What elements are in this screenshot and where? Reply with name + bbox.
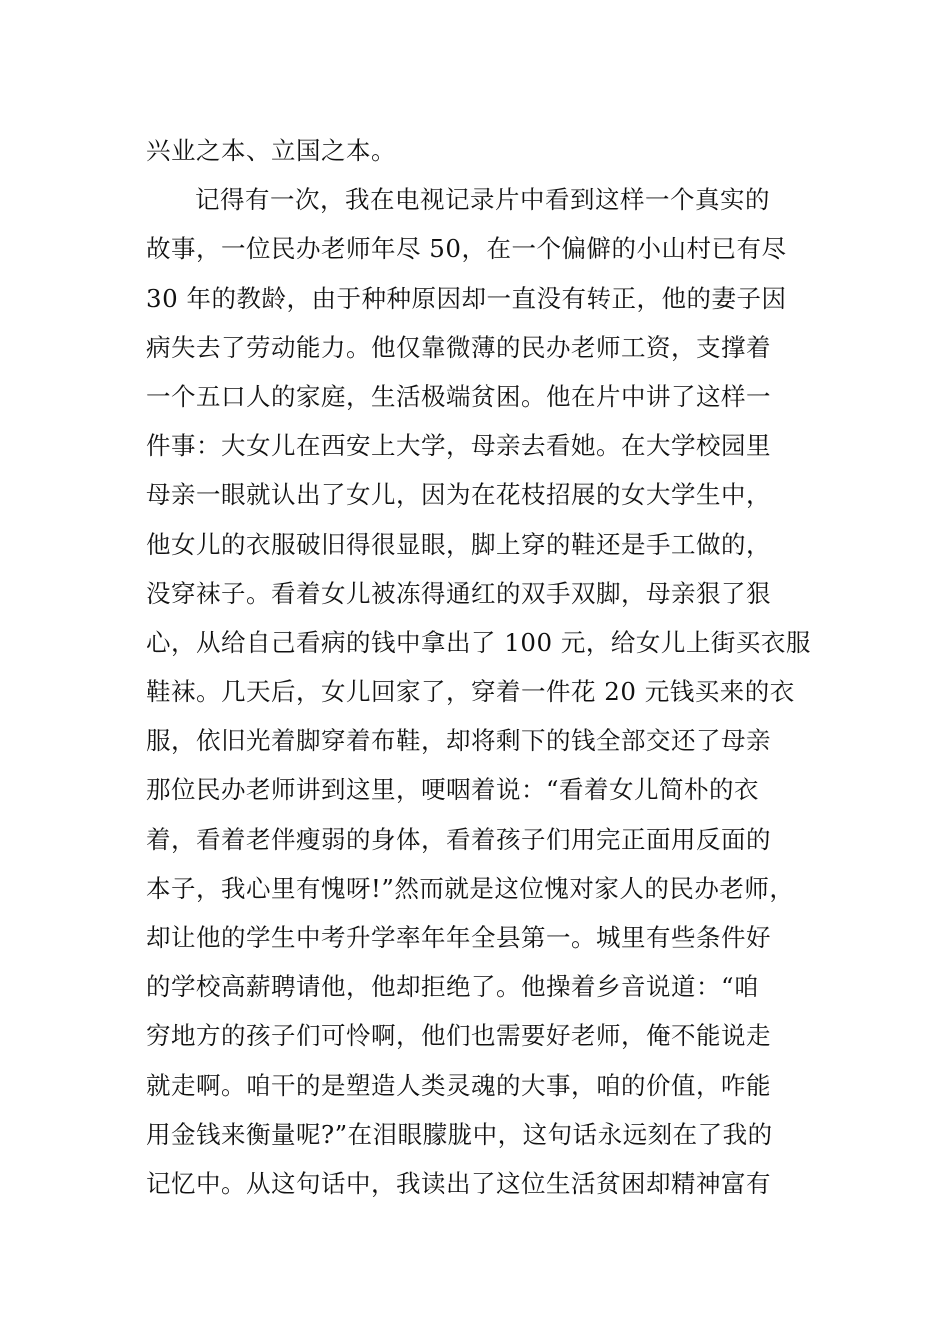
- text-line-7: 件事：大女儿在西安上大学，母亲去看她。在大学校园里: [146, 431, 771, 461]
- text-line-14: 那位民办老师讲到这里，哽咽着说：“看着女儿简朴的衣: [146, 775, 760, 805]
- body-text: [146, 126, 836, 1208]
- text-line-16: 本子，我心里有愧呀!”然而就是这位愧对家人的民办老师，: [146, 873, 795, 903]
- text-line-21: 用金钱来衡量呢?”在泪眼朦胧中，这句话永远刻在了我的: [146, 1119, 773, 1149]
- text-line-8: 母亲一眼就认出了女儿，因为在花枝招展的女大学生中，: [146, 480, 771, 510]
- text-line-1: 兴业之本、立国之本。: [146, 136, 396, 165]
- text-line-12: 鞋袜。几天后，女儿回家了，穿着一件花 20 元钱买来的衣: [146, 677, 795, 707]
- text-line-20: 就走啊。咱干的是塑造人类灵魂的大事，咱的价值，咋能: [146, 1070, 771, 1100]
- text-line-9: 他女儿的衣服破旧得很显眼，脚上穿的鞋还是手工做的，: [146, 529, 771, 559]
- text-line-19: 穷地方的孩子们可怜啊，他们也需要好老师，俺不能说走: [146, 1021, 771, 1051]
- text-line-15: 着，看着老伴瘦弱的身体，看着孩子们用完正面用反面的: [146, 824, 771, 854]
- paragraph-start-line: 记得有一次，我在电视记录片中看到这样一个真实的: [195, 185, 770, 215]
- text-line-6: 一个五口人的家庭，生活极端贫困。他在片中讲了这样一: [146, 381, 771, 411]
- text-line-17: 却让他的学生中考升学率年年全县第一。城里有些条件好: [146, 923, 771, 952]
- text-line-13: 服，依旧光着脚穿着布鞋，却将剩下的钱全部交还了母亲: [146, 726, 771, 756]
- text-line-11: 心，从给自己看病的钱中拿出了 100 元，给女儿上街买衣服: [146, 627, 811, 657]
- text-line-10: 没穿袜子。看着女儿被冻得通红的双手双脚，母亲狠了狠: [146, 578, 771, 608]
- text-line-18: 的学校高薪聘请他，他却拒绝了。他操着乡音说道：“咱: [146, 972, 760, 1002]
- text-line-3: 故事，一位民办老师年尽 50，在一个偏僻的小山村已有尽: [146, 234, 787, 264]
- text-line-4: 30 年的教龄，由于种种原因却一直没有转正，他的妻子因: [146, 283, 787, 313]
- text-line-22: 记忆中。从这句话中，我读出了这位生活贫困却精神富有: [146, 1168, 771, 1198]
- text-line-5: 病失去了劳动能力。他仅靠微薄的民办老师工资，支撑着: [146, 332, 771, 362]
